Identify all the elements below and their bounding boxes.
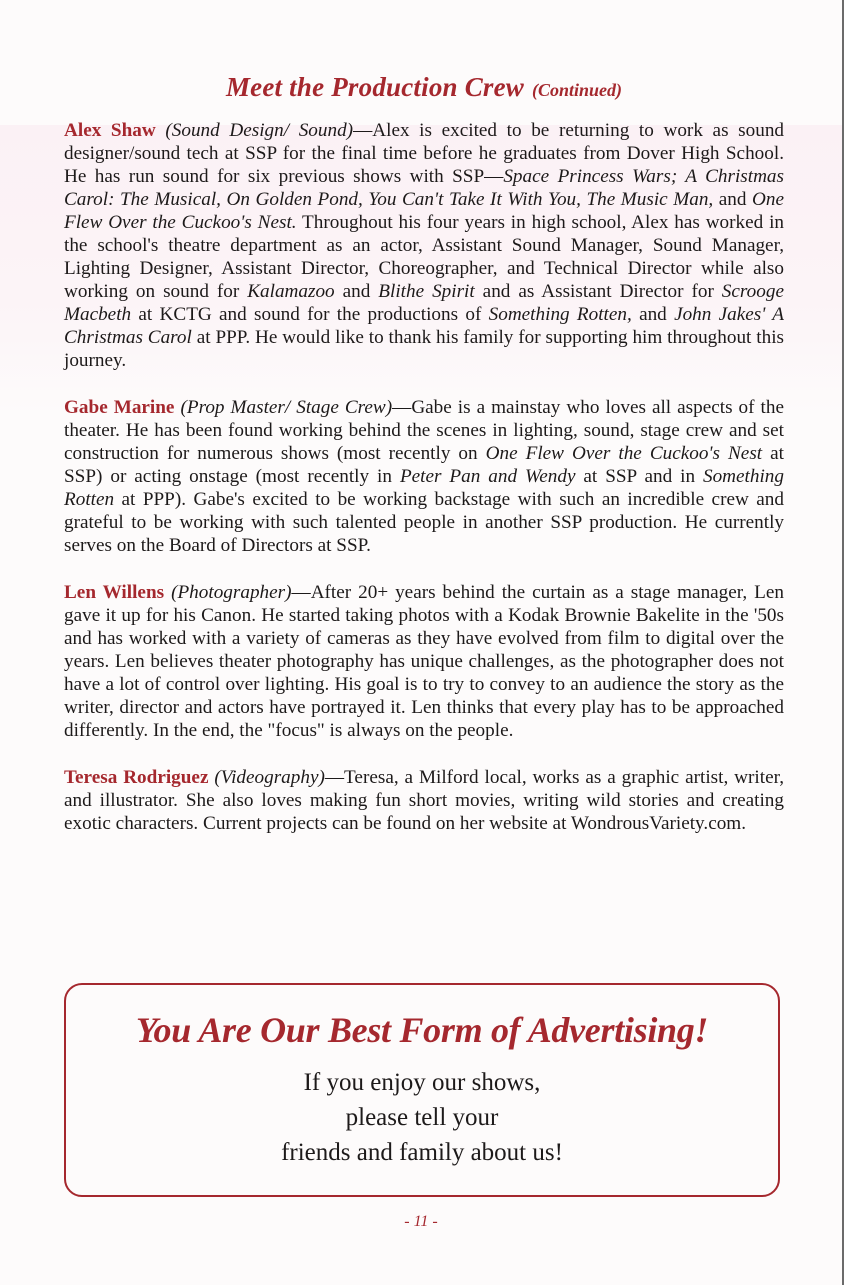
bio-plain-text: at KCTG and sound for the productions of — [131, 304, 489, 325]
bio-plain-text: and as Assistant Director for — [474, 281, 722, 302]
bio-plain-text: Throughout his four years in high school, Alex has worked in the school's theatre department as an actor, Assistant Sound Manager, Sound Manager, Lighting Designer, Assistant Director, Choreographer, and Technical Director while also working on sound for — [64, 212, 784, 302]
page-title-continued: (Continued) — [532, 80, 623, 100]
bio-plain-text: —After 20+ years behind the curtain as a stage manager, Len gave it up for his Canon. He started taking photos with a Kodak Brownie Bakelite in the '50s and has worked with a variety of cameras as they have evolved from film to digital over the years. Len believes theater photography has unique challenges, as the photographer does not have a lot of control over lighting. His goal is to try to convey to an audience the story as the writer, director and actors have portrayed it. Len thinks that every play has to be approached differently. In the end, the "focus" is always on the people. — [64, 582, 785, 741]
advertising-message — [66, 1065, 778, 1170]
bio-text — [64, 397, 784, 556]
bio-plain-text: and — [713, 189, 753, 210]
bio-plain-text: and — [334, 281, 379, 302]
bio-len-willens — [64, 581, 784, 742]
bio-italic-text: Something Rotten — [64, 466, 784, 510]
bio-plain-text: and — [631, 304, 675, 325]
bio-italic-text: Blithe Spirit — [378, 281, 475, 302]
bio-italic-text: John Jakes' A Christmas Carol — [64, 304, 784, 348]
bio-plain-text: at SSP and in — [575, 466, 703, 487]
bio-text — [64, 582, 784, 741]
bio-italic-text: (Photographer) — [171, 582, 292, 603]
bio-name: Alex Shaw — [64, 120, 156, 141]
bio-plain-text: —Teresa, a Milford local, works as a graphic artist, writer, and illustrator. She also loves making fun short movies, writing wild stories and creating exotic characters. Current projects can be found on her website at WondrousVariety.com. — [64, 767, 785, 834]
bio-name: Gabe Marine — [64, 397, 175, 418]
advertising-line: please tell your — [345, 1104, 499, 1131]
advertising-line: friends and family about us! — [281, 1139, 563, 1166]
bio-plain-text: at PPP). Gabe's excited to be working backstage with such an incredible crew and grateful to be working with such talented people in another SSP production. He currently serves on the Board of Directors at SSP. — [64, 489, 784, 556]
bio-gabe-marine — [64, 396, 784, 557]
advertising-line: If you enjoy our shows, — [303, 1069, 541, 1096]
page-title-main: Meet the Production Crew — [225, 72, 525, 102]
bio-italic-text: (Prop Master/ Stage Crew) — [180, 397, 393, 418]
page-title — [64, 72, 784, 103]
bio-italic-text: Kalamazoo — [247, 281, 335, 302]
bio-italic-text: (Sound Design/ Sound) — [165, 120, 354, 141]
page-margin-right — [844, 0, 857, 1285]
bio-italic-text: Scrooge Macbeth — [64, 281, 784, 325]
bio-italic-text: One Flew Over the Cuckoo's Nest. — [64, 189, 784, 233]
page-content — [64, 60, 784, 859]
bio-italic-text: Peter Pan and Wendy — [399, 466, 576, 487]
bio-plain-text: —Alex is excited to be returning to work as sound designer/sound tech at SSP for the final time before he graduates from Dover High School. He has run sound for six previous shows with SSP— — [64, 120, 785, 187]
bio-italic-text: One Flew Over the Cuckoo's Nest — [485, 443, 763, 464]
bio-name: Teresa Rodriguez — [64, 767, 209, 788]
bio-italic-text: (Videography) — [214, 767, 325, 788]
bio-italic-text: Space Princess Wars; A Christmas Carol: The Musical, On Golden Pond, You Can't Take It With You, The Music Man, — [64, 166, 784, 210]
page-number: - 11 - — [404, 1213, 438, 1230]
bio-teresa-rodriguez — [64, 766, 784, 835]
advertising-box — [64, 983, 780, 1197]
advertising-title: You Are Our Best Form of Advertising! — [135, 1010, 709, 1050]
bio-alex-shaw — [64, 119, 784, 372]
bio-italic-text: Something Rotten, — [488, 304, 632, 325]
bio-plain-text: at SSP) or acting onstage (most recently in — [64, 443, 784, 487]
bio-text — [64, 120, 784, 371]
bio-plain-text: at PPP. He would like to thank his family for supporting him throughout this journey. — [64, 327, 784, 371]
bio-name: Len Willens — [64, 582, 165, 603]
bio-plain-text: —Gabe is a mainstay who loves all aspects of the theater. He has been found working behind the scenes in lighting, sound, stage crew and set construction for numerous shows (most recently on — [64, 397, 784, 464]
